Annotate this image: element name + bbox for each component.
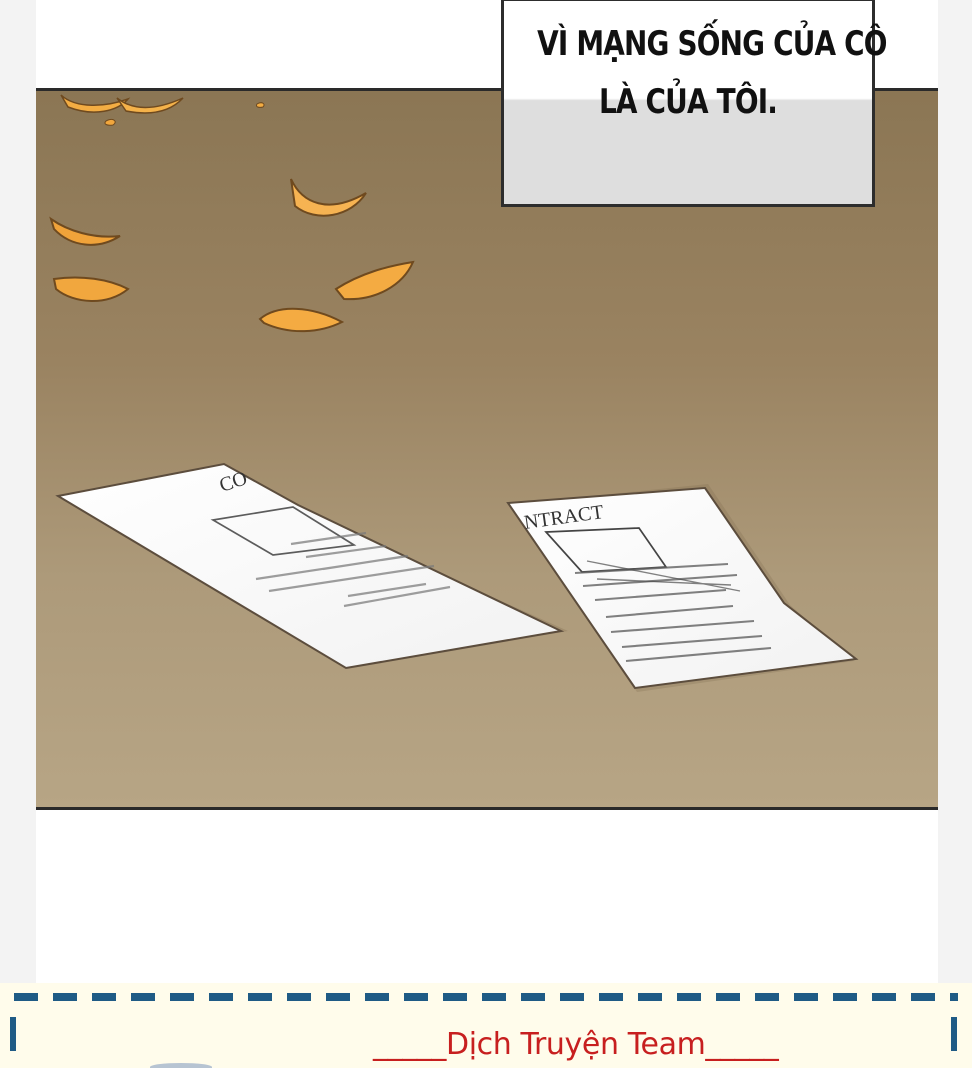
left-contract-title: CO [216,467,250,497]
translation-team-credit: _____Dịch Truyện Team_____ [373,1027,779,1062]
petal-icon [291,179,366,216]
petal-icon [260,309,342,331]
top-dashed-border [14,993,958,1001]
petal-icon [336,262,413,299]
caption-line-1: VÌ MẠNG SỐNG CỦA CÔ [537,24,887,64]
petal-icon [51,219,120,245]
left-contract [58,464,568,669]
partial-logo-art [150,1063,212,1068]
right-contract-title: NTRACT [522,501,605,534]
caption-line-2: LÀ CỦA TÔI. [598,82,778,122]
petal-icon [61,95,128,112]
right-contract [508,484,856,692]
translation-credit-banner [0,983,972,1068]
petal-icon [54,277,128,301]
left-dashed-border [10,1017,16,1063]
caption-box [501,0,887,207]
petals-group [51,95,413,331]
right-dashed-border [951,1017,957,1063]
